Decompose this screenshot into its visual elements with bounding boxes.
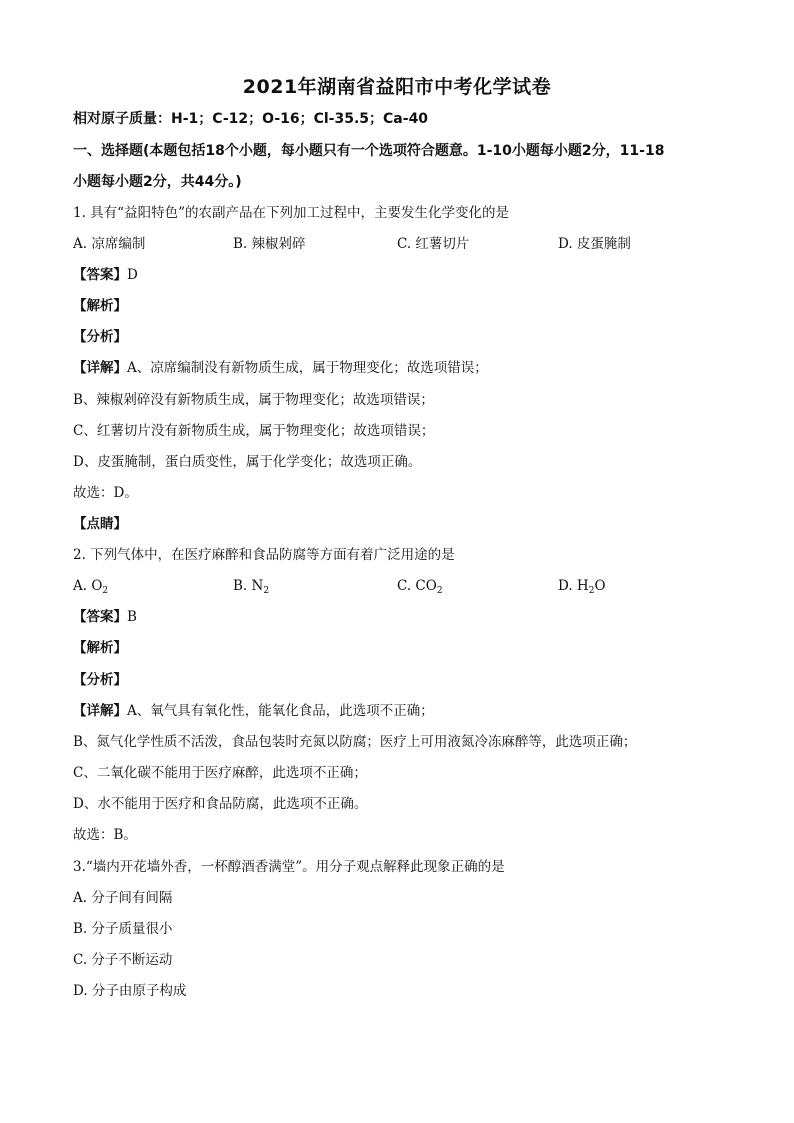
q2-detail-line-a (73, 701, 434, 721)
q1-fenxi-tag: 【分析】 (73, 329, 127, 345)
q2-option-b (233, 576, 269, 596)
q1-choose-line: 故选：D。 (73, 485, 138, 501)
q1-detail-line-c: C、红薯切片没有新物质生成，属于物理变化；故选项错误； (73, 423, 435, 439)
q1-option-a: A. 凉席编制 (73, 236, 146, 252)
q2-detail-line-c: C、二氧化碳不能用于医疗麻醉，此选项不正确； (73, 765, 367, 781)
page-title: 2021年湖南省益阳市中考化学试卷 (242, 76, 552, 98)
q2-option-a (73, 576, 108, 596)
q2-answer-line (73, 607, 137, 627)
q2-option-c (397, 576, 443, 596)
q2-stem: 2. 下列气体中，在医疗麻醉和食品防腐等方面有着广泛用途的是 (73, 547, 455, 563)
q1-detail-line-a (73, 358, 488, 378)
q1-dianjing-tag: 【点睛】 (73, 516, 127, 532)
q2-option-d-sub: 2 (588, 586, 595, 596)
q2-option-a-label: A. O (73, 578, 103, 594)
detail-tag: 【详解】 (73, 360, 127, 376)
q1-detail-a-text: A、凉席编制没有新物质生成，属于物理变化；故选项错误； (127, 360, 488, 376)
q2-detail-a-text: A、氧气具有氧化性，能氧化食品，此选项不正确； (127, 703, 434, 719)
q2-option-b-label: B. N (233, 578, 264, 594)
q2-analysis-tag: 【解析】 (73, 640, 127, 656)
q3-option-d: D. 分子由原子构成 (73, 983, 187, 999)
q2-choose-line: 故选：B。 (73, 827, 137, 843)
q3-option-c: C. 分子不断运动 (73, 952, 173, 968)
q2-option-c-sub: 2 (436, 586, 443, 596)
q2-option-d-tail: O (594, 578, 606, 594)
atomic-mass-line: 相对原子质量：H-1；C-12；O-16；Cl-35.5；Ca-40 (73, 111, 429, 127)
q1-option-c: C. 红薯切片 (397, 236, 470, 252)
q2-detail-line-b: B、氮气化学性质不活泼，食品包装时充氮以防腐；医疗上可用液氮冷冻麻醉等，此选项正确； (73, 734, 637, 750)
q2-option-d-label: D. H (558, 578, 589, 594)
q2-option-c-label: C. CO (397, 578, 437, 594)
q2-fenxi-tag: 【分析】 (73, 672, 127, 688)
q1-detail-line-b: B、辣椒剁碎没有新物质生成，属于物理变化；故选项错误； (73, 392, 434, 408)
q1-option-b: B. 辣椒剁碎 (233, 236, 306, 252)
section-heading-line-1: 一、选择题(本题包括18个小题，每小题只有一个选项符合题意。1-10小题每小题2分，11-18 (73, 143, 665, 159)
q2-detail-line-d: D、水不能用于医疗和食品防腐，此选项不正确。 (73, 796, 368, 812)
answer-tag: 【答案】 (73, 267, 127, 283)
section-heading-line-2: 小题每小题2分，共44分。) (73, 174, 242, 190)
q1-answer-line (73, 265, 138, 285)
q1-option-d: D. 皮蛋腌制 (558, 236, 631, 252)
q1-detail-line-d: D、皮蛋腌制，蛋白质变性，属于化学变化；故选项正确。 (73, 454, 422, 470)
q1-analysis-tag: 【解析】 (73, 298, 127, 314)
q1-stem: 1. 具有“益阳特色”的农副产品在下列加工过程中，主要发生化学变化的是 (73, 205, 509, 221)
answer-tag: 【答案】 (73, 609, 127, 625)
q3-option-a: A. 分子间有间隔 (73, 890, 173, 906)
q3-option-b: B. 分子质量很小 (73, 921, 173, 937)
q3-stem: 3.“墙内开花墙外香，一杯醇酒香满堂”。用分子观点解释此现象正确的是 (73, 859, 505, 875)
q2-option-d (558, 576, 606, 596)
q2-answer-value: B (127, 609, 137, 625)
detail-tag: 【详解】 (73, 703, 127, 719)
q2-option-b-sub: 2 (263, 586, 270, 596)
q1-answer-value: D (127, 267, 138, 283)
q2-option-a-sub: 2 (102, 586, 109, 596)
